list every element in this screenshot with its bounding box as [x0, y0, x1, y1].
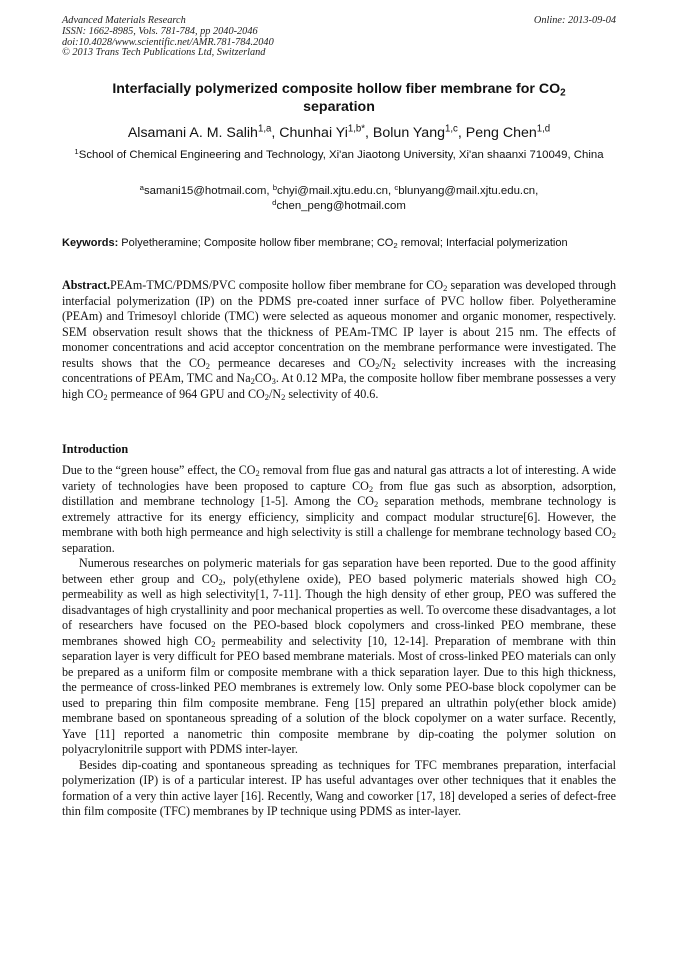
email: $^d$chen_peng@hotmail.com: [272, 197, 406, 212]
abstract: Abstract.PEAm-TMC/PDMS/PVC composite hollow fiber membrane for $CO_2$ separation was developed through interfacial polymerization (IP) on the PDMS pre-coated inner surface of PVC hollow fiber. Polyetheramine (PEAm) and Trimesoyl chloride (TMC) were selected as aqueous monomer and organic monomer, respectively. SEM observation result shows that the thickness of PEAm-TMC IP layer is about 215 nm. The effects of monomer concentrations and acid acceptor concentration on the membrane performance were investigated. The results shows that the $CO_2$ permeance decareses and $CO_2/N_2$ selectivity increases with the increasing concentrations of PEAm, TMC and $Na_2CO_3$. At 0.12 MPa, the composite hollow fiber membrane possesses a very high $CO_2$ permeance of 964 GPU and $CO_2/N_2$ selectivity of 40.6.: [62, 278, 617, 402]
journal-doi: doi:10.4028/www.scientific.net/AMR.781-784.2040: [62, 36, 274, 48]
paragraph: Besides dip-coating and spontaneous spreading as techniques for TFC membranes preparation, interfacial polymerization (IP) is of a particular interest. IP has useful advantages over other techniques that it enables the formation of a very thin active layer [16]. Recently, Wang and coworker [17, 18] developed a series of defect-free thin film composite (TFC) membranes by IP technique using PDMS as inter-layer.: [62, 757, 616, 818]
introduction-body: [62, 463, 616, 820]
section-heading-introduction: Introduction: [62, 442, 129, 456]
journal-header: [62, 16, 616, 59]
author: Peng Chen$^{1,d}$: [465, 123, 551, 141]
keywords: Keywords: Polyetheramine; Composite hollow fiber membrane; $CO_2$ removal; Interfacial polymerization: [62, 237, 568, 250]
author: Bolun Yang$^{1,c}$,: [372, 123, 466, 141]
author-emails: [62, 184, 616, 214]
paragraph: Due to the “green house” effect, the $CO_2$ removal from flue gas and natural gas attracts a lot of interesting. A wide variety of technologies have been proposed to capture $CO_2$ from flue gas such as absorption, adsorption, distillation and membrane technology [1-5]. Among the $CO_2$ separation methods, membrane technology is extremely attractive for its energy efficiency, simplicity and compact modular structure[6]. However, the membrane with both high permeance and high selectivity is still a challenge for membrane technology based $CO_2$ separation.: [62, 463, 617, 555]
author: Alsamani A. M. Salih$^{1,a}$,: [127, 123, 280, 141]
abstract-label: Abstract.: [62, 278, 111, 292]
journal-name: Advanced Materials Research: [62, 15, 186, 26]
author-list: [62, 124, 616, 142]
keywords-label: Keywords:: [62, 237, 119, 249]
email: $^a$samani15@hotmail.com,: [139, 182, 273, 197]
paragraph: Numerous researches on polymeric materials for gas separation have been reported. Due to the good affinity between ether group and $CO_2$, poly(ethylene oxide), PEO based polymeric materials showed high $CO_2$ permeability as well as high selectivity[1, 7-11]. Though the high density of ether group, PEO was suffered the disadvantages of high crystallinity and poor mechanical properties as well. To overcome these disadvantages, a lot of researchers have focused on the PEO-based block copolymers and cross-linked PEO membrane, these membranes showed high $CO_2$ permeability and selectivity [10, 12-14]. Preparation of membrane with thin separation layer is very difficult for PEO based membrane materials. Most of cross-linked PEO materials can only be prepared as a uniform film or composite membrane with a thick separation layer. Due to this high thickness, the permeance of cross-linked PEO membranes is extremely low. Only some PEO-base block copolymer can be used to preparing thin film composite membrane. Feng [15] prepared an ultrathin poly(ether block amide) membrane based on spontaneous spreading of a solution of the block copolymer on a water surface. Recently, Yave [11] reported a nanometric thin composite membrane by dip-coating the polymer solution on polyacrylonitrile support with PDMS inter-layer.: [62, 556, 616, 756]
affiliation: $^1$School of Chemical Engineering and Technology, Xi'an Jiaotong University, Xi'an shaanxi 710049, China: [74, 146, 604, 161]
journal-issn: ISSN: 1662-8985, Vols. 781-784, pp 2040-2046: [62, 25, 258, 37]
email: $^c$blunyang@mail.xjtu.edu.cn,: [394, 182, 539, 197]
journal-copyright: © 2013 Trans Tech Publications Ltd, Switzerland: [62, 47, 266, 59]
online-date: Online: 2013-09-04: [533, 15, 616, 26]
author: Chunhai $Yi^{1,b*}$,: [279, 123, 373, 141]
email: $^b$chyi@mail.xjtu.edu.cn,: [272, 182, 395, 197]
paper-title: Interfacially polymerized composite hollow fiber membrane for $CO_2$ separation: [112, 81, 566, 115]
